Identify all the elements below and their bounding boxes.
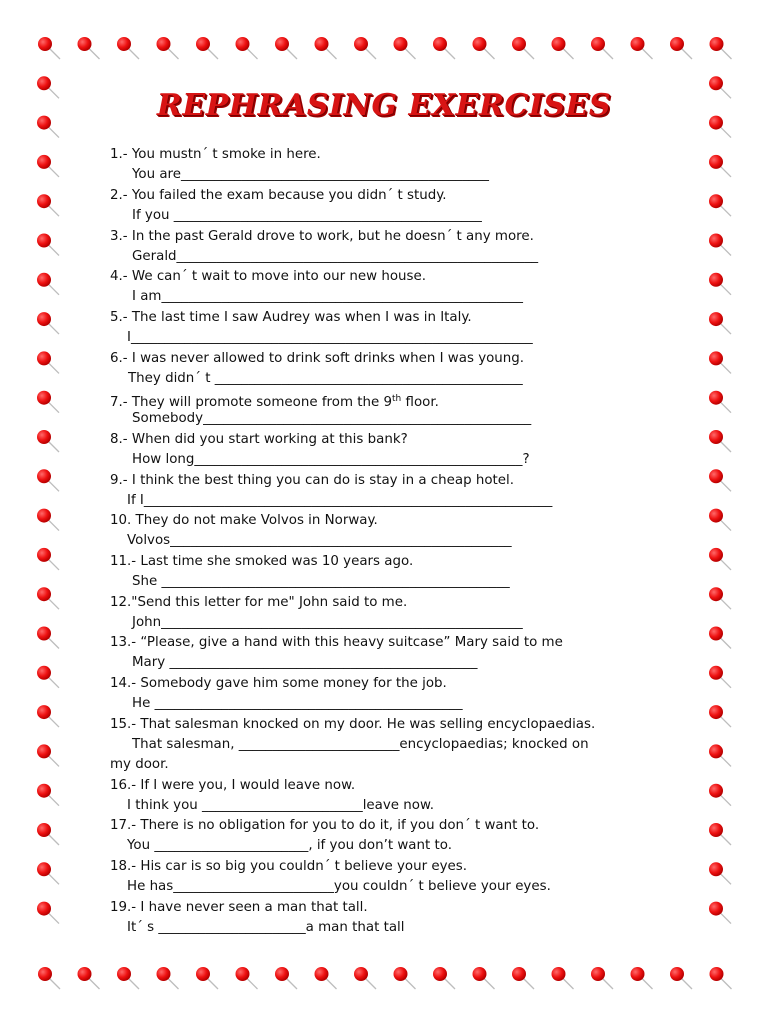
page-title: REPHRASING EXERCISES xyxy=(156,88,612,123)
exercise-5-answer: I____________________________________________________________ xyxy=(127,330,533,345)
exercise-16-answer: I think you ________________________leave now. xyxy=(127,798,434,813)
exercise-3-question: 3.- In the past Gerald drove to work, but he doesn´ t any more. xyxy=(110,229,534,244)
exercise-11-answer: She ____________________________________________________ xyxy=(132,574,510,589)
exercise-10-question: 10. They do not make Volvos in Norway. xyxy=(110,513,378,528)
exercise-15-answer: That salesman, ________________________encyclopaedias; knocked on xyxy=(132,737,589,752)
exercise-12-answer: John______________________________________________________ xyxy=(132,615,523,630)
exercise-15-question: 15.- That salesman knocked on my door. He was selling encyclopaedias. xyxy=(110,717,596,732)
exercise-7-answer: Somebody_________________________________________________ xyxy=(132,411,532,426)
exercise-8-answer: How long_________________________________________________? xyxy=(132,452,530,467)
exercise-17-question: 17.- There is no obligation for you to do it, if you don´ t want to. xyxy=(110,818,540,833)
exercise-13-answer: Mary ______________________________________________ xyxy=(132,655,478,670)
exercise-11-question: 11.- Last time she smoked was 10 years ago. xyxy=(110,554,414,569)
exercise-9-answer: If I_____________________________________________________________ xyxy=(127,493,553,508)
exercise-6-question: 6.- I was never allowed to drink soft drinks when I was young. xyxy=(110,351,525,366)
exercise-5-question: 5.- The last time I saw Audrey was when I was in Italy. xyxy=(110,310,472,325)
exercise-4-question: 4.- We can´ t wait to move into our new house. xyxy=(110,269,426,284)
exercise-14-question: 14.- Somebody gave him some money for the job. xyxy=(110,676,447,691)
exercise-19-question: 19.- I have never seen a man that tall. xyxy=(110,900,368,915)
exercise-3-answer: Gerald______________________________________________________ xyxy=(132,249,539,264)
exercise-19-answer: It´ s ______________________a man that tall xyxy=(127,920,405,935)
exercise-13-question: 13.- “Please, give a hand with this heavy suitcase” Mary said to me xyxy=(110,635,563,650)
exercise-18-question: 18.- His car is so big you couldn´ t believe your eyes. xyxy=(110,859,467,874)
exercise-7-question-end: floor. xyxy=(401,395,439,410)
exercise-14-answer: He ______________________________________________ xyxy=(132,696,463,711)
ordinal-suffix: th xyxy=(392,394,402,404)
exercise-9-question: 9.- I think the best thing you can do is stay in a cheap hotel. xyxy=(110,473,514,488)
exercise-12-question: 12."Send this letter for me" John said to me. xyxy=(110,595,408,610)
exercise-2-answer: If you ______________________________________________ xyxy=(132,208,482,223)
exercise-17-answer: You _______________________, if you don’t want to. xyxy=(127,838,452,853)
exercise-1-answer: You are______________________________________________ xyxy=(132,167,489,182)
exercise-2-question: 2.- You failed the exam because you didn´ t study. xyxy=(110,188,447,203)
exercise-7-question xyxy=(110,390,439,412)
exercise-16-question: 16.- If I were you, I would leave now. xyxy=(110,778,356,793)
exercise-7-question-start: 7.- They will promote someone from the 9 xyxy=(110,395,393,410)
exercise-8-question: 8.- When did you start working at this bank? xyxy=(110,432,408,447)
exercise-10-answer: Volvos___________________________________________________ xyxy=(127,533,512,548)
exercise-4-answer: I am______________________________________________________ xyxy=(132,289,524,304)
exercise-18-answer: He has________________________you couldn´ t believe your eyes. xyxy=(127,879,551,894)
exercise-1-question: 1.- You mustn´ t smoke in here. xyxy=(110,147,321,162)
exercise-6-answer: They didn´ t ______________________________________________ xyxy=(128,371,523,386)
exercise-15-answer-cont: my door. xyxy=(110,757,169,772)
